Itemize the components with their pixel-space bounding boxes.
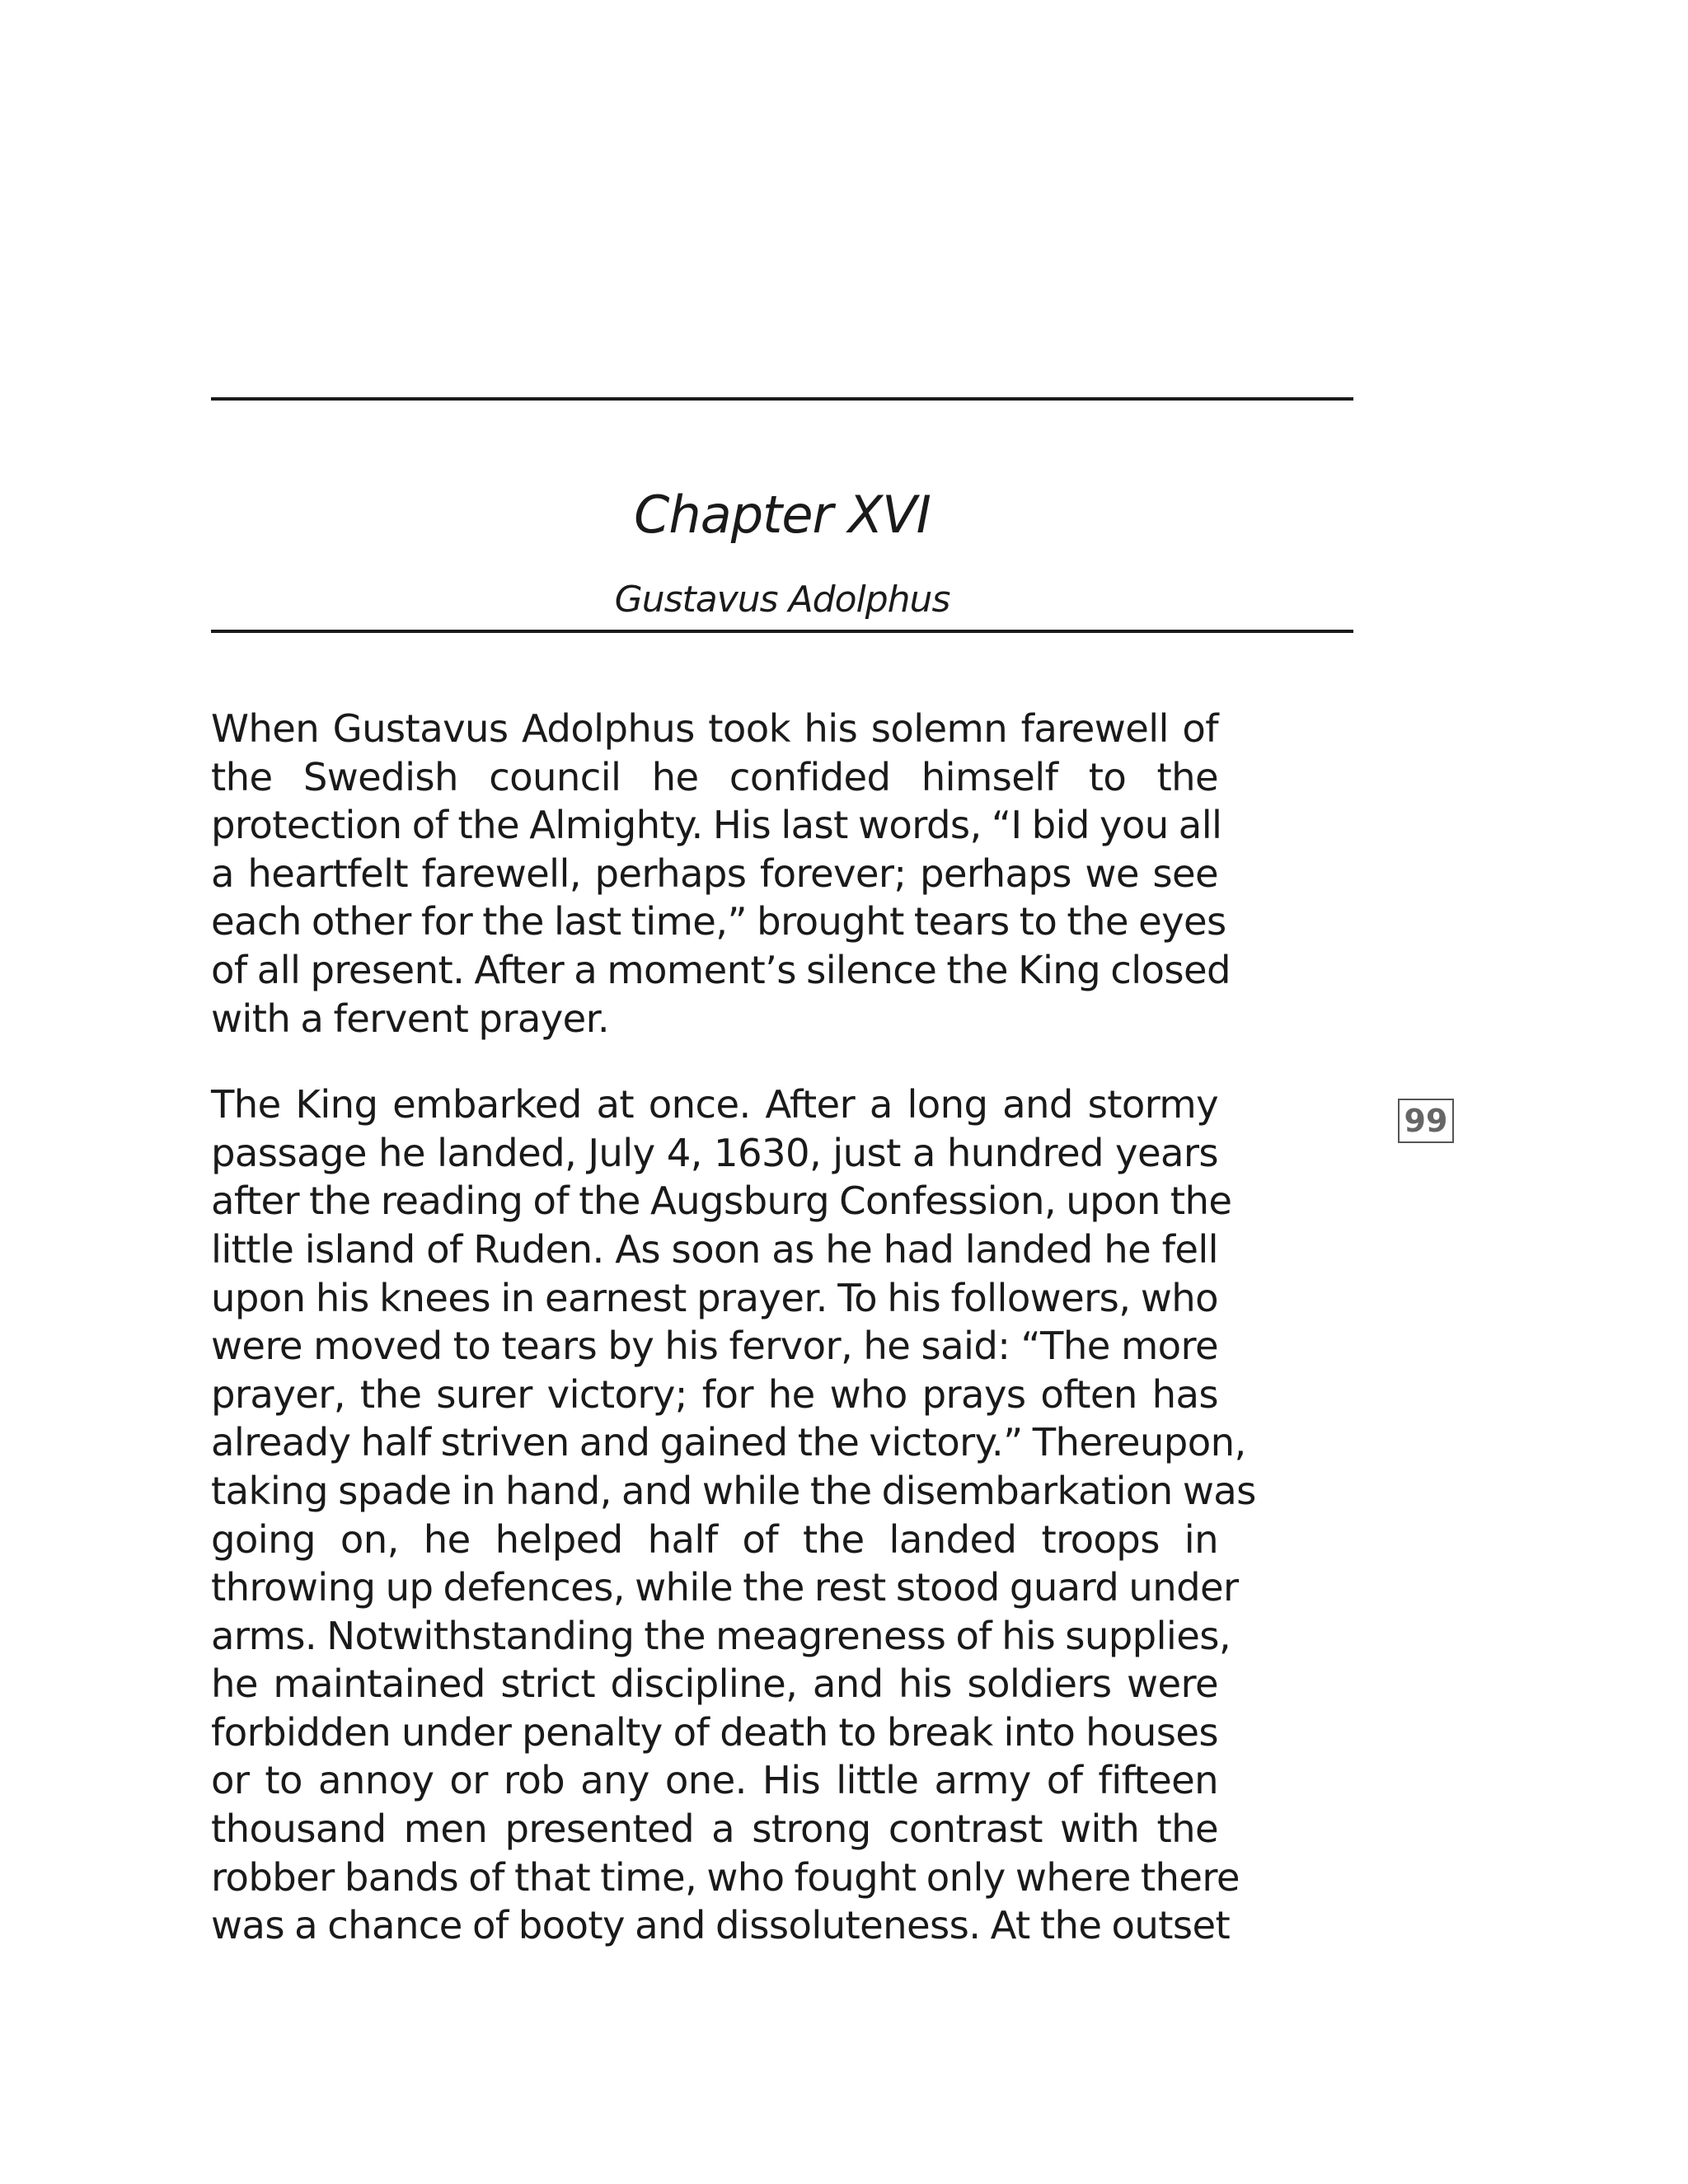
text-line: a heartfelt farewell, perhaps forever; perhaps we see — [211, 851, 1218, 896]
chapter-subtitle: Gustavus Adolphus — [614, 579, 950, 621]
chapter-top-rule — [211, 397, 1353, 401]
paragraph-2 — [211, 1080, 1256, 1950]
text-line: of all present. After a moment’s silence the King closed — [211, 947, 1231, 992]
text-line: was a chance of booty and dissoluteness. At the outset — [211, 1903, 1231, 1948]
body-text — [211, 705, 1256, 1988]
text-line: each other for the last time,” brought tears to the eyes — [211, 899, 1226, 944]
text-line: thousand men presented a strong contrast with the — [211, 1807, 1218, 1852]
paragraph-1 — [211, 705, 1231, 1043]
chapter-bottom-rule — [211, 630, 1353, 633]
text-line: little island of Ruden. As soon as he had landed he fell — [211, 1226, 1218, 1272]
text-line: arms. Notwithstanding the meagreness of his supplies, — [211, 1613, 1231, 1658]
text-line: The King embarked at once. After a long and stormy — [211, 1082, 1218, 1127]
text-line: going on, he helped half of the landed troops in — [211, 1516, 1218, 1562]
text-line: throwing up defences, while the rest stood guard under — [211, 1565, 1239, 1610]
text-line: he maintained strict discipline, and his soldiers were — [211, 1661, 1218, 1707]
text-line: already half striven and gained the victory.” Thereupon, — [211, 1420, 1246, 1465]
text-line: forbidden under penalty of death to break into houses — [211, 1709, 1218, 1755]
text-line: after the reading of the Augsburg Confession, upon the — [211, 1179, 1232, 1224]
text-line: the Swedish council he confided himself to the — [211, 754, 1218, 799]
text-line: taking spade in hand, and while the disembarkation was — [211, 1468, 1256, 1513]
text-line: protection of the Almighty. His last words, “I bid you all — [211, 803, 1222, 848]
text-line: upon his knees in earnest prayer. To his followers, who — [211, 1275, 1218, 1320]
chapter-title: Chapter XVI — [634, 485, 931, 545]
text-line: passage he landed, July 4, 1630, just a hundred years — [211, 1130, 1218, 1175]
text-line: were moved to tears by his fervor, he said: “The more — [211, 1324, 1218, 1369]
text-line: robber bands of that time, who fought only where there — [211, 1854, 1240, 1900]
page-number: 99 — [1398, 1099, 1454, 1143]
text-line: with a fervent prayer. — [211, 996, 610, 1041]
text-line: When Gustavus Adolphus took his solemn farewell of — [211, 706, 1218, 751]
text-line: prayer, the surer victory; for he who prays often has — [211, 1371, 1218, 1417]
text-line: or to annoy or rob any one. His little army of fifteen — [211, 1758, 1218, 1803]
